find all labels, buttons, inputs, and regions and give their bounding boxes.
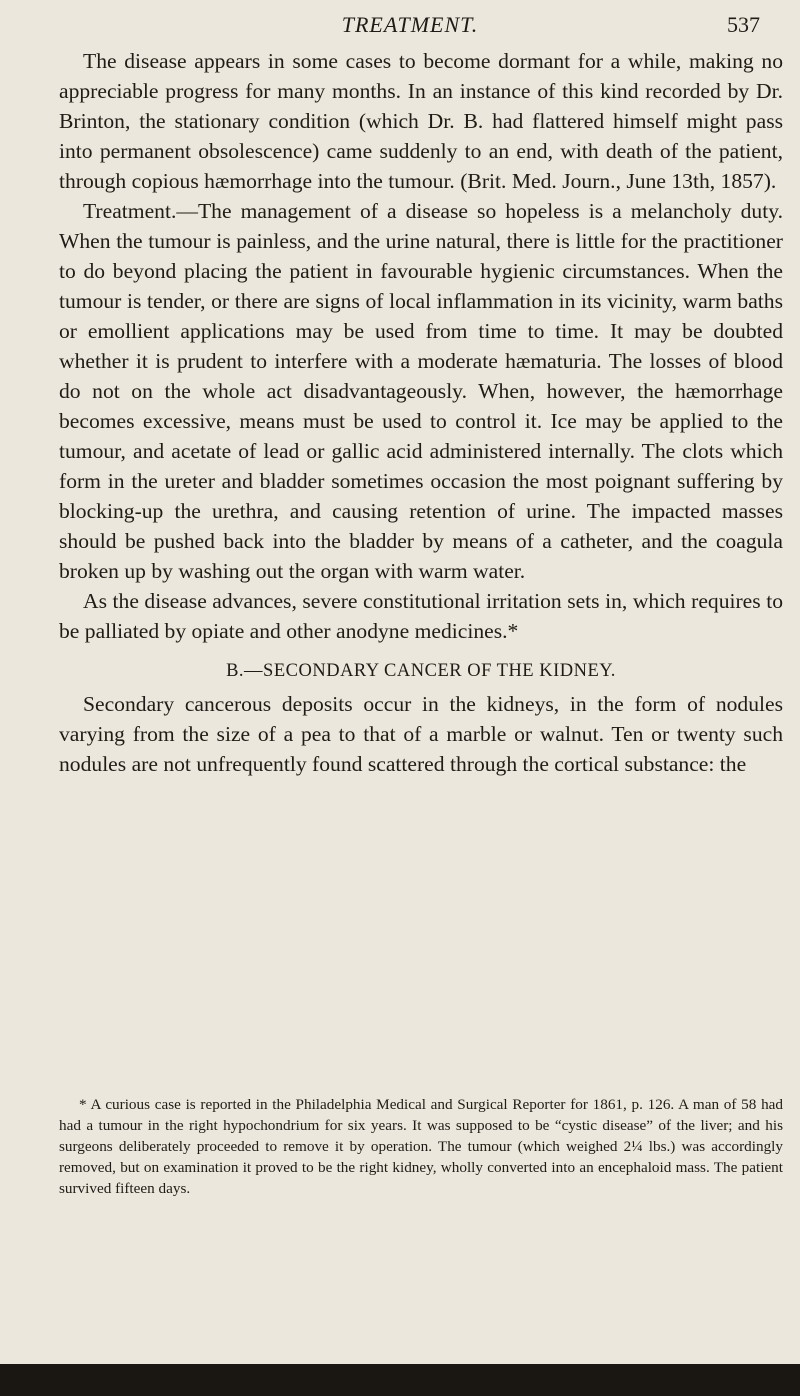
footnote: * A curious case is reported in the Philadelphia Medical and Surgical Reporter for 1861, p. 126. A man of 58 had had a tumour in the right hypochondrium for six years. It was supposed to be “cystic disease” of the liver; and his surgeons deliberately proceeded to remove it by operation. The tumour (which weighed 2¼ lbs.) was accordingly removed, but on examination it proved to be the right kidney, wholly converted into an encephaloid mass. The patient survived fifteen days. — [59, 1096, 783, 1197]
page-number: 537 — [727, 12, 760, 37]
paragraph-secondary: Secondary cancerous deposits occur in the kidneys, in the form of nodules varying from the size of a pea to that of a marble or walnut. Ten or twenty such nodules are not unfrequently found scattered through the cortical substance: the — [59, 692, 783, 776]
body-text — [59, 46, 783, 779]
running-title: TREATMENT. — [341, 12, 479, 37]
section-heading: B.—SECONDARY CANCER OF THE KIDNEY. — [226, 661, 616, 681]
paragraph-dormant: The disease appears in some cases to become dormant for a while, making no appreciable progress for many months. In an instance of this kind recorded by Dr. Brinton, the stationary condition (which Dr. B. had flattered himself might pass into permanent obsolescence) came suddenly to an end, with death of the patient, through copious hæmorrhage into the tumour. (Brit. Med. Journ., June 13th, 1857). — [59, 49, 783, 193]
paragraph-treatment: Treatment.—The management of a disease so hopeless is a melancholy duty. When the tumour is painless, and the urine natural, there is little for the practitioner to do beyond placing the patient in favourable hygienic circumstances. When the tumour is tender, or there are signs of local inflammation in its vicinity, warm baths or emollient applications may be used from time to time. It may be doubted whether it is prudent to interfere with a moderate hæmaturia. The losses of blood do not on the whole act disadvantageously. When, however, the hæmorrhage becomes excessive, means must be used to control it. Ice may be applied to the tumour, and acetate of lead or gallic acid administered internally. The clots which form in the ureter and bladder sometimes occasion the most poignant suffering by blocking-up the urethra, and causing retention of urine. The impacted masses should be pushed back into the bladder by means of a catheter, and the coagula broken up by washing out the organ with warm water. — [59, 199, 783, 583]
scan-edge — [0, 1364, 800, 1396]
paragraph-advances: As the disease advances, severe constitutional irritation sets in, which requires to be palliated by opiate and other anodyne medicines.* — [59, 589, 783, 643]
running-head — [60, 6, 760, 42]
